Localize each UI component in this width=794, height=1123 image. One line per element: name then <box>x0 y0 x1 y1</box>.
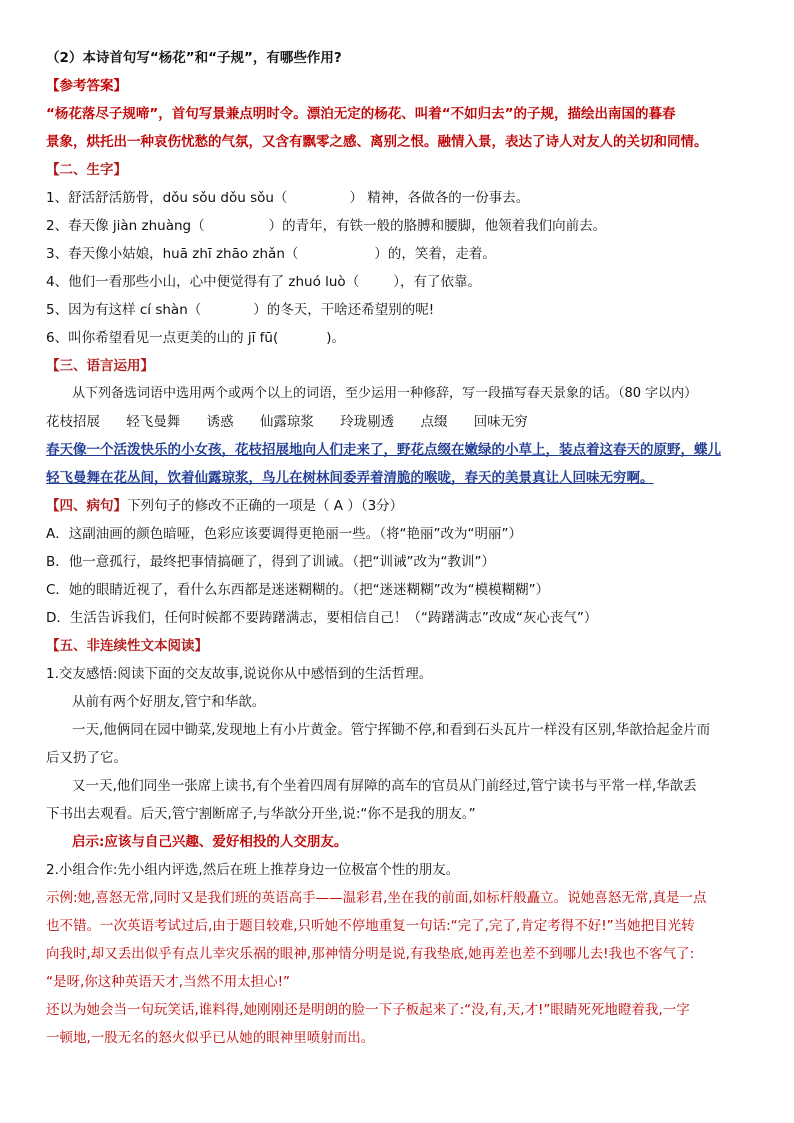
story-paragraph-3-line-2: 下书出去观看。后天,管宁割断席子,与华歆分开坐,说:“你不是我的朋友。” <box>46 806 476 822</box>
char-item-1: 1、舒活舒活筋骨，dǒu sǒu dǒu sǒu（ ） 精神，各做各的一份事去。 <box>46 190 530 206</box>
story-paragraph-3-line-1: 又一天,他们同坐一张席上读书,有个坐着四周有屏障的高车的官员从门前经过,管宁读书与平常一样,华歆丢 <box>72 778 697 794</box>
word-bank-item: 轻飞曼舞 <box>126 414 181 430</box>
language-answer-line-2: 轻飞曼舞在花丛间，饮着仙露琼浆，鸟儿在树林间委弄着清脆的喉咙，春天的美景真让人回味无穷啊。 <box>46 470 654 486</box>
sick-sentence-question: 下列句子的修改不正确的一项是（ A ）（3分） <box>127 498 404 514</box>
sick-sentence-question-row <box>46 492 754 520</box>
story-paragraph-1: 从前有两个好朋友,管宁和华歆。 <box>72 694 266 710</box>
reading-item-2: 2.小组合作:先小组内评选,然后在班上推荐身边一位极富个性的朋友。 <box>46 862 460 878</box>
reference-answer-label: 【参考答案】 <box>46 78 127 94</box>
language-prompt: 从下列备选词语中选用两个或两个以上的词语，至少运用一种修辞，写一段描写春天景象的话。（80 字以内） <box>72 386 698 401</box>
char-item-4: 4、他们一看那些小山，心中便觉得有了 zhuó luò（ ），有了依靠。 <box>46 274 481 290</box>
word-bank-item: 玲珑剔透 <box>340 414 395 430</box>
example-line-2: 也不错。一次英语考试过后,由于题目较难,只听她不停地重复一句话:“完了,完了,肯定考得不好!”当她把目光转 <box>46 918 695 934</box>
char-item-2: 2、春天像 jiàn zhuàng（ ）的青年，有铁一般的胳膊和腰脚，他领着我们向前去。 <box>46 218 607 234</box>
option-c: C．她的眼睛近视了，看什么东西都是迷迷糊糊的。（把“迷迷糊糊”改为“模模糊糊”） <box>46 582 550 598</box>
example-line-6: 一顿地,一股无名的怒火似乎已从她的眼神里喷射而出。 <box>46 1030 375 1046</box>
answer-line-2: 景象，烘托出一种哀伤忧愁的气氛，又含有飘零之感、离别之恨。融情入景，表达了诗人对友人的关切和同情。 <box>46 134 708 150</box>
word-bank-item: 回味无穷 <box>473 414 528 430</box>
option-d: D．生活告诉我们，任何时候都不要踌躇满志，要相信自己！（“踌躇满志”改成“灰心丧气”） <box>46 610 598 626</box>
example-line-3: 向我时,却又丢出似乎有点儿幸灾乐祸的眼神,那神情分明是说,有我垫底,她再差也差不到哪儿去!我也不客气了: <box>46 946 695 962</box>
word-bank-item: 仙露琼浆 <box>259 414 314 430</box>
option-b: B．他一意孤行，最终把事情搞砸了，得到了训诫。（把“训诫”改为“教训”） <box>46 554 495 570</box>
option-a: A．这副油画的颜色暗哑，色彩应该要调得更艳丽一些。（将“艳丽”改为“明丽”） <box>46 526 522 542</box>
question-2: （2）本诗首句写“杨花”和“子规”，有哪些作用? <box>46 50 342 66</box>
word-bank-item: 诱惑 <box>206 414 234 430</box>
story-paragraph-2-line-2: 后又扔了它。 <box>46 750 127 766</box>
char-item-5: 5、因为有这样 cí shàn（ ）的冬天，干啥还希望别的呢! <box>46 302 435 318</box>
word-bank-item: 点缀 <box>420 414 448 430</box>
section-heading-language: 【三、语言运用】 <box>46 358 154 374</box>
char-item-3: 3、春天像小姑娘，huā zhī zhāo zhǎn（ ）的，笑着，走着。 <box>46 246 496 262</box>
section-heading-characters: 【二、生字】 <box>46 162 127 178</box>
section-heading-reading: 【五、非连续性文本阅读】 <box>46 638 208 654</box>
insight-answer: 启示:应该与自己兴趣、爱好相投的人交朋友。 <box>72 834 348 850</box>
answer-line-1: “杨花落尽子规啼”，首句写景兼点明时令。漂泊无定的杨花、叫着“不如归去”的子规，描绘出南国的暮春 <box>46 106 676 122</box>
reading-item-1: 1.交友感悟:阅读下面的交友故事,说说你从中感悟到的生活哲理。 <box>46 666 433 682</box>
language-answer-line-1: 春天像一个活泼快乐的小女孩，花枝招展地向人们走来了，野花点缀在嫩绿的小草上，装点着这春天的原野，蝶儿 <box>46 442 721 458</box>
story-paragraph-2-line-1: 一天,他俩同在园中锄菜,发现地上有小片黄金。管宁挥锄不停,和看到石头瓦片一样没有区别,华歆拾起金片而 <box>72 722 711 738</box>
document-page <box>46 44 754 1052</box>
word-bank-item: 花枝招展 <box>46 414 100 430</box>
example-line-1: 示例:她,喜怒无常,同时又是我们班的英语高手——温彩君,坐在我的前面,如标杆般矗立。说她喜怒无常,真是一点 <box>46 890 707 906</box>
word-bank <box>46 408 754 436</box>
example-line-5: 还以为她会当一句玩笑话,谁料得,她刚刚还是明朗的脸一下子板起来了:“没,有,天,才!”眼睛死死地瞪着我,一字 <box>46 1002 690 1018</box>
example-line-4: “是呀,你这种英语天才,当然不用太担心!” <box>46 974 290 990</box>
char-item-6: 6、叫你希望看见一点更美的山的 jī fū( )。 <box>46 330 346 346</box>
section-heading-sick-sentence: 【四、病句】 <box>46 498 127 514</box>
